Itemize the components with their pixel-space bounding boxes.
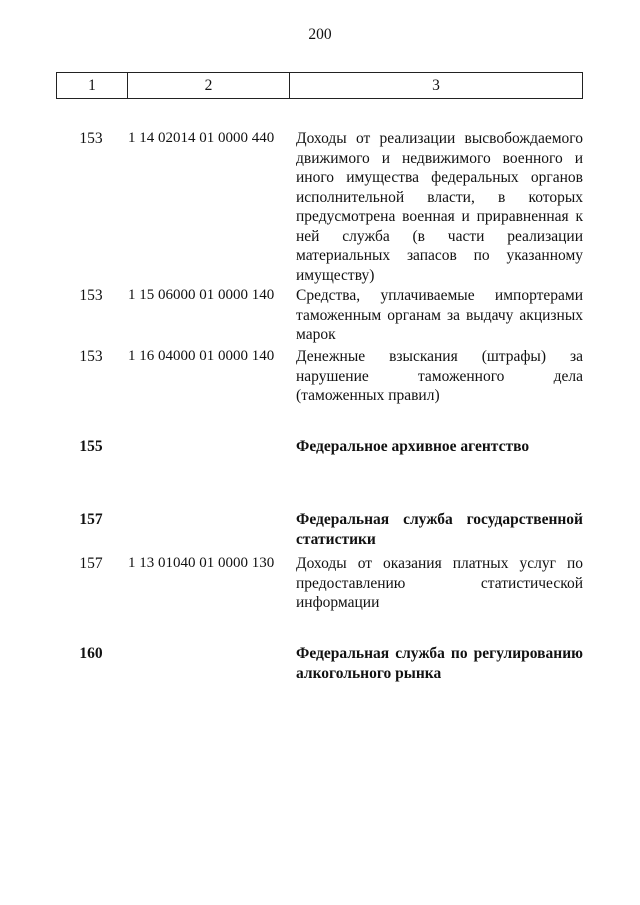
admin-code: 153 bbox=[79, 348, 103, 365]
income-description: Доходы от оказания платных услуг по предоставлению статистической информации bbox=[296, 555, 583, 611]
agency-code: 157 bbox=[79, 511, 103, 528]
header-col-2: 2 bbox=[128, 73, 290, 98]
income-description: Денежные взыскания (штрафы) за нарушение таможенного дела (таможенных правил) bbox=[296, 348, 583, 404]
page-number: 200 bbox=[308, 26, 332, 43]
agency-code: 155 bbox=[79, 438, 103, 455]
header-col-1: 1 bbox=[57, 73, 128, 98]
admin-code: 157 bbox=[79, 555, 103, 572]
kbk-code: 1 15 06000 01 0000 140 bbox=[128, 287, 275, 303]
table-header bbox=[56, 72, 583, 99]
income-description: Доходы от реализации высвобождаемого движимого и недвижимого военного и иного имущества федеральных органов исполнительной власти, в которых предусмотрена военная и приравненная к ней служба (в части реализации материальных запасов по указанному имуществу) bbox=[296, 130, 583, 284]
agency-name: Федеральное архивное агентство bbox=[296, 438, 530, 455]
header-col-3: 3 bbox=[432, 76, 440, 94]
admin-code: 153 bbox=[79, 130, 103, 147]
agency-name: Федеральная служба государственной статистики bbox=[296, 511, 583, 548]
agency-code: 160 bbox=[79, 645, 103, 662]
admin-code: 153 bbox=[79, 287, 103, 304]
kbk-code: 1 13 01040 01 0000 130 bbox=[128, 555, 275, 571]
kbk-code: 1 14 02014 01 0000 440 bbox=[128, 130, 275, 146]
income-description: Средства, уплачиваемые импортерами таможенным органам за выдачу акцизных марок bbox=[296, 287, 583, 343]
kbk-code: 1 16 04000 01 0000 140 bbox=[128, 348, 275, 364]
agency-name: Федеральная служба по регулированию алкогольного рынка bbox=[296, 645, 583, 682]
